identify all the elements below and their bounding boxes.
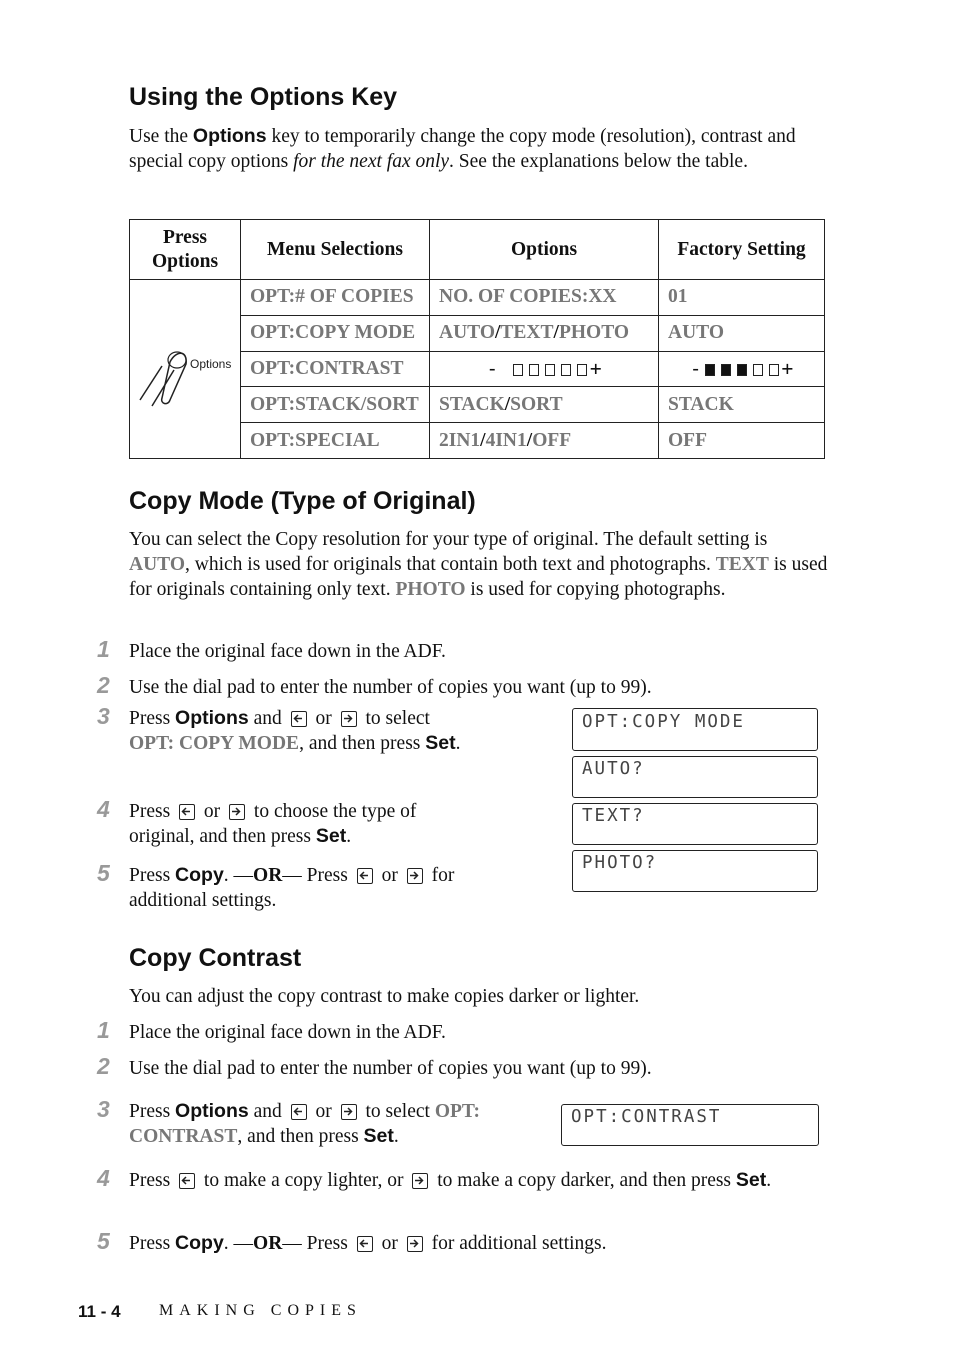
step-number: 5 [97,1228,110,1254]
page-number: 11 - 4 [78,1302,121,1321]
step-text: Press to make a copy lighter, or to make a copy darker, and then press Set. [129,1169,772,1191]
menu-cell: OPT:COPY MODE [241,315,430,351]
lcd-display: AUTO? [572,756,818,798]
step-text: Press Options and or to select OPT: CONTRAST, and then press Set. [129,1100,480,1147]
step-number: 4 [97,1165,110,1191]
menu-cell: OPT:SPECIAL [241,423,430,459]
step-text: Place the original face down in the ADF. [129,1022,446,1043]
contrast-level-square [577,364,587,376]
options-cell: AUTO/TEXT/PHOTO [430,315,659,351]
step-text: Press Options and or to select OPT: COPY MODE, and then press Set. [129,707,461,754]
lcd-display: OPT:COPY MODE [572,708,818,751]
contrast-level-square [737,364,747,376]
copy-mode-intro: You can select the Copy resolution for your type of original. The default setting is AUTO, which is used for originals that contain both text and photographs. TEXT is used for originals containing only text. PHOTO is used for copying photographs. [129,529,828,600]
menu-cell: OPT:# OF COPIES [241,280,430,316]
left-arrow-key-icon [291,711,307,727]
contrast-intro: You can adjust the copy contrast to make copies darker or lighter. [129,986,640,1007]
table-row [130,280,825,316]
step-text: Use the dial pad to enter the number of copies you want (up to 99). [129,677,652,698]
left-arrow-key-icon [291,1104,307,1120]
step-number: 4 [97,796,110,822]
left-arrow-key-icon [357,868,373,884]
options-table [129,219,825,459]
right-arrow-key-icon [341,1104,357,1120]
menu-cell: OPT:CONTRAST [241,351,430,387]
section-title-options-key: Using the Options Key [129,83,398,111]
left-arrow-key-icon [357,1236,373,1252]
right-arrow-key-icon [407,868,423,884]
factory-cell: 01 [659,280,825,316]
right-arrow-key-icon [341,711,357,727]
options-button-illustration [130,280,241,459]
step-text: Place the original face down in the ADF. [129,641,446,662]
factory-cell: STACK [659,387,825,423]
contrast-level-square [561,364,571,376]
step-number: 2 [97,1053,110,1079]
contrast-scale-factory: - + [659,351,825,387]
contrast-level-square [705,364,715,376]
section-title-copy-mode: Copy Mode (Type of Original) [129,487,476,515]
lcd-display: TEXT? [572,803,818,845]
step-number: 2 [97,672,110,698]
contrast-scale-options: - + [430,351,659,387]
factory-cell: OFF [659,423,825,459]
step-text: Press or to choose the type of original, and then press Set. [129,801,417,847]
contrast-level-square [529,364,539,376]
step-text: Press Copy. —OR— Press or for additional settings. [129,864,455,911]
lcd-display: PHOTO? [572,850,818,892]
right-arrow-key-icon [412,1173,428,1189]
right-arrow-key-icon [407,1236,423,1252]
col-press-options: Press Options [130,220,241,280]
col-factory-setting: Factory Setting [659,220,825,280]
contrast-level-square [721,364,731,376]
contrast-level-square [753,364,763,376]
chapter-title: MAKING COPIES [159,1302,362,1319]
options-intro: Use the Options key to temporarily change the copy mode (resolution), contrast and special copy options for the next fax only. See the explanations below the table. [129,125,796,172]
step-number: 3 [97,703,110,729]
section-title-copy-contrast: Copy Contrast [129,944,302,972]
lcd-display: OPT:CONTRAST [561,1104,819,1146]
left-arrow-key-icon [179,804,195,820]
left-arrow-key-icon [179,1173,195,1189]
options-button-label: Options [190,357,232,371]
contrast-level-square [545,364,555,376]
options-cell: 2IN1/4IN1/OFF [430,423,659,459]
col-options: Options [430,220,659,280]
right-arrow-key-icon [229,804,245,820]
factory-cell: AUTO [659,315,825,351]
col-menu-selections: Menu Selections [241,220,430,280]
step-number: 1 [97,636,110,662]
step-number: 1 [97,1017,110,1043]
options-cell: STACK/SORT [430,387,659,423]
step-number: 3 [97,1096,110,1122]
contrast-level-square [769,364,779,376]
contrast-level-square [513,364,523,376]
options-cell: NO. OF COPIES:XX [430,280,659,316]
step-number: 5 [97,860,110,886]
menu-cell: OPT:STACK/SORT [241,387,430,423]
step-text: Use the dial pad to enter the number of copies you want (up to 99). [129,1058,652,1079]
step-text: Press Copy. —OR— Press or for additional settings. [129,1232,607,1254]
table-header-row [130,220,825,280]
